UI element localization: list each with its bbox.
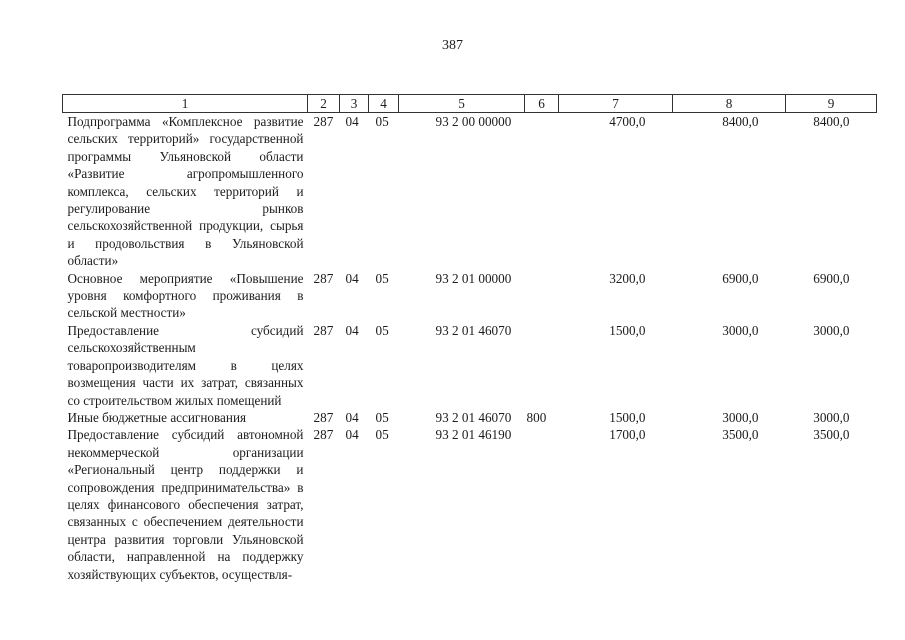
row-code-4: 05 bbox=[375, 270, 389, 286]
row-value-9: 6900,0 bbox=[813, 270, 850, 286]
row-code-4: 05 bbox=[375, 427, 389, 443]
row-value-9: 3000,0 bbox=[813, 322, 850, 338]
row-code-2: 287 bbox=[313, 427, 334, 443]
header-col-7: 7 bbox=[559, 95, 673, 113]
table-row bbox=[63, 270, 877, 322]
row-code-2: 287 bbox=[313, 114, 334, 129]
page-number: 387 bbox=[442, 38, 463, 53]
row-value-7: 4700,0 bbox=[609, 114, 646, 129]
row-code-5: 93 2 01 46070 bbox=[435, 322, 512, 338]
row-code-3: 04 bbox=[345, 270, 359, 286]
row-code-3: 04 bbox=[345, 114, 359, 129]
table-row bbox=[63, 426, 877, 583]
row-code-3: 04 bbox=[345, 427, 359, 443]
table-row bbox=[63, 409, 877, 426]
row-code-4: 05 bbox=[375, 114, 389, 129]
row-value-9: 8400,0 bbox=[813, 114, 850, 129]
row-value-8: 3500,0 bbox=[722, 427, 759, 443]
row-name: Предоставление субсидий сельскохозяйственным товаропроизводителям в целях возмещения части их затрат, связанных со строительством жилых помещений bbox=[67, 322, 304, 408]
row-code-4: 05 bbox=[375, 409, 389, 425]
row-code-6 bbox=[525, 113, 559, 270]
table-header-row bbox=[63, 95, 877, 113]
row-code-2: 287 bbox=[313, 270, 334, 286]
table-row bbox=[63, 113, 877, 270]
row-name: Подпрограмма «Комплексное развитие сельских территорий» государственной программы Ульяновской области «Развитие агропромышленного комплекса, сельских территорий и регулирование рынков сельскохозяйственной продукции, сырья и продовольствия в Ульяновской области» bbox=[67, 114, 304, 269]
header-col-9: 9 bbox=[786, 95, 877, 113]
row-value-7: 1500,0 bbox=[609, 322, 646, 338]
row-code-5: 93 2 01 00000 bbox=[435, 270, 512, 286]
header-col-5: 5 bbox=[399, 95, 525, 113]
row-code-4: 05 bbox=[375, 322, 389, 338]
header-col-4: 4 bbox=[369, 95, 399, 113]
table-row bbox=[63, 322, 877, 409]
row-code-3: 04 bbox=[345, 322, 359, 338]
row-value-8: 3000,0 bbox=[722, 409, 759, 425]
row-name: Основное мероприятие «Повышение уровня комфортного проживания в сельской местности» bbox=[67, 270, 304, 321]
row-code-6 bbox=[525, 322, 559, 409]
header-col-3: 3 bbox=[340, 95, 369, 113]
row-code-3: 04 bbox=[345, 409, 359, 425]
row-code-2: 287 bbox=[313, 409, 334, 425]
row-code-6 bbox=[525, 270, 559, 322]
row-value-9: 3000,0 bbox=[813, 409, 850, 425]
row-value-8: 6900,0 bbox=[722, 270, 759, 286]
header-col-6: 6 bbox=[525, 95, 559, 113]
budget-table bbox=[62, 94, 877, 583]
row-value-8: 8400,0 bbox=[722, 114, 759, 129]
row-code-5: 93 2 01 46190 bbox=[435, 427, 512, 443]
header-col-8: 8 bbox=[673, 95, 786, 113]
row-code-5: 93 2 01 46070 bbox=[435, 409, 512, 425]
row-code-6 bbox=[525, 426, 559, 583]
row-value-7: 3200,0 bbox=[609, 270, 646, 286]
row-code-2: 287 bbox=[313, 322, 334, 338]
row-code-5: 93 2 00 00000 bbox=[435, 114, 512, 129]
row-name: Иные бюджетные ассигнования bbox=[67, 409, 247, 425]
row-value-9: 3500,0 bbox=[813, 427, 850, 443]
row-value-7: 1500,0 bbox=[609, 409, 646, 425]
row-value-7: 1700,0 bbox=[609, 427, 646, 443]
row-code-6: 800 bbox=[526, 409, 547, 425]
header-col-1: 1 bbox=[63, 95, 308, 113]
header-col-2: 2 bbox=[308, 95, 340, 113]
row-value-8: 3000,0 bbox=[722, 322, 759, 338]
row-name: Предоставление субсидий автономной некоммерческой организации «Региональный центр поддержки и сопровождения предпринимательства» в целях финансового обеспечения затрат, связанных с обеспечением деятельности центра развития торговли Ульяновской области, направленной на поддержку хозяйствующих субъектов, осуществля- bbox=[67, 427, 304, 582]
